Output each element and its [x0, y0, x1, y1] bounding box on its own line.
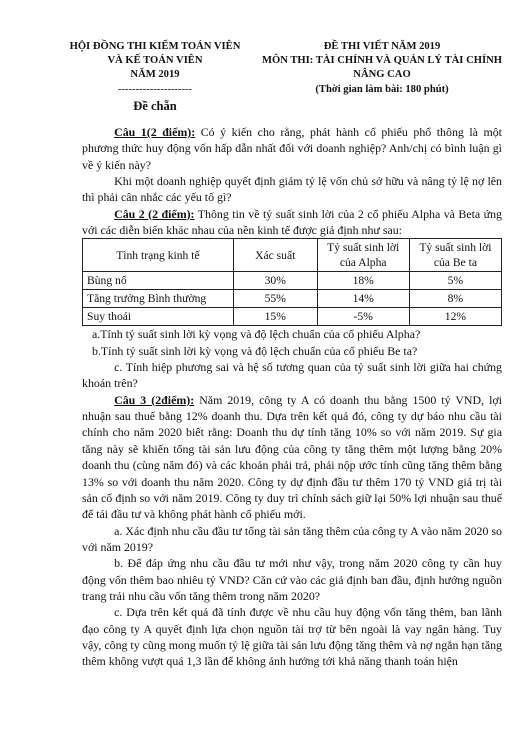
question-3-text: Năm 2019, công ty A có doanh thu bằng 1500 tỷ VND, lợi nhuận sau thuế bằng 12% doanh thu. Dựa trên kết quả đó, công ty dự báo nhu cầu tài chính cho năm 2020 biết rằng: Doanh thu dự tính tăng 10% so với năm 2019. Sự gia tăng này sẽ khiến tổng tài sản lưu động của công ty tăng thêm một lượng bằng 20% doanh thu (cùng năm đó) và các khoản phải trả, phải nộp ước tính cũng tăng thêm bằng 13% so với doanh thu năm 2020. Công ty dự định đầu tư thêm 170 tỷ VND giá trị tài sản cố định so với năm 2019. Công ty duy trì chính sách giữ lại 50% lợi nhuận sau thuế để tái đầu tư và không phát hành cổ phiếu mới. [82, 392, 502, 522]
question-2 [82, 206, 502, 239]
question-3-label: Câu 3 (2điểm): [114, 392, 195, 407]
question-1-label: Câu 1(2 điểm): [114, 125, 196, 139]
table-cell: -5% [317, 308, 409, 326]
question-1-para2: Khi một doanh nghiệp quyết định giảm tỷ lệ vốn chủ sở hữu và nâng tỷ lệ nợ lên thì phải cân nhắc các yếu tố gì? [82, 174, 502, 205]
table-header-cell: Xác suất [233, 239, 317, 272]
question-3-item-c: c. Dựa trên kết quả đã tính được về nhu cầu huy động vốn tăng thêm, ban lãnh đạo công ty A quyết định lựa chọn nguồn tài trợ từ bên ngoài là vay ngân hàng. Tuy vậy, công ty cũng mong muốn tỷ lệ giữa tài sản lưu động tăng thêm và nợ ngắn hạn tăng thêm không vượt quá 1,3 lần để không ảnh hưởng tới khả năng thanh toán hiện [82, 605, 502, 669]
table-cell: 15% [233, 308, 317, 326]
question-1-text: Có ý kiến cho rằng, phát hành cổ phiếu phổ thông là một phương thức huy động vốn hấp dẫn nhất đối với doanh nghiệp? Anh/chị có bình luận gì về ý kiến này? [82, 125, 502, 172]
question-2-item-a: a.Tính tỷ suất sinh lời kỳ vọng và độ lệch chuẩn của cổ phiếu Alpha? [92, 327, 421, 342]
header-divider: --------------------- [117, 83, 193, 95]
table-cell: 30% [233, 272, 317, 290]
table-cell: Suy thoái [83, 308, 234, 326]
table-header-cell: Tình trạng kinh tế [83, 239, 234, 272]
question-2-text: Thông tin về tỷ suất sinh lời của 2 cổ phiếu Alpha và Beta ứng với các diễn biến khác nhau của nền kinh tế được giả định như sau: [82, 206, 502, 238]
table-cell: Bùng nổ [83, 272, 234, 290]
question-3-item-a: a. Xác định nhu cầu đầu tư tổng tài sản tăng thêm của công ty A vào năm 2020 so với năm 2019? [82, 523, 502, 554]
exam-edition: Đề chẵn [133, 98, 177, 113]
table-cell: Tăng trưởng Bình thường [83, 290, 234, 308]
question-3-item-b: b. Để đáp ứng nhu cầu đầu tư mới như vậy, trong năm 2020 công ty cần huy động vốn thêm bao nhiêu tỷ VND? Căn cứ vào các giả định ban đầu, định hướng nguồn trang trải nhu cầu vốn tăng thêm trong năm 2020? [82, 556, 502, 603]
return-table [82, 238, 502, 326]
exam-subject: MÔN THI: TÀI CHÍNH VÀ QUẢN LÝ TÀI CHÍNH [262, 55, 502, 67]
board-name-line1: HỘI ĐỒNG THI KIỂM TOÁN VIÊN [69, 41, 241, 52]
question-2-item-c: c. Tính hiệp phương sai và hệ số tương quan của tỷ suất sinh lời giữa hai chứng khoán trên? [82, 360, 502, 391]
table-cell: 55% [233, 290, 317, 308]
table-header-cell: Tỷ suất sinh lời của Be ta [409, 239, 501, 272]
exam-body [82, 124, 502, 670]
question-1 [82, 124, 502, 173]
table-header-cell: Tỷ suất sinh lời của Alpha [317, 239, 409, 272]
board-year: NĂM 2019 [130, 69, 180, 81]
exam-title: ĐỀ THI VIẾT NĂM 2019 [323, 41, 441, 52]
question-2-label: Câu 2 (2 điểm): [114, 206, 195, 221]
question-3 [82, 392, 502, 523]
table-header-row [83, 239, 502, 272]
table-cell: 8% [409, 290, 501, 308]
table-cell: 18% [317, 272, 409, 290]
table-row [83, 290, 502, 308]
exam-board-header [40, 40, 270, 113]
question-2-item-b: b.Tính tỷ suất sinh lời kỳ vọng và độ lệch chuẩn của cổ phiếu Be ta? [92, 343, 418, 358]
exam-title-header [262, 40, 502, 97]
table-cell: 14% [317, 290, 409, 308]
exam-duration: (Thời gian làm bài: 180 phút) [315, 83, 449, 95]
table-row [83, 272, 502, 290]
table-cell: 5% [409, 272, 501, 290]
table-cell: 12% [409, 308, 501, 326]
table-row [83, 308, 502, 326]
board-name-line2: VÀ KẾ TOÁN VIÊN [107, 55, 203, 67]
exam-subject-level: NÂNG CAO [353, 69, 411, 81]
